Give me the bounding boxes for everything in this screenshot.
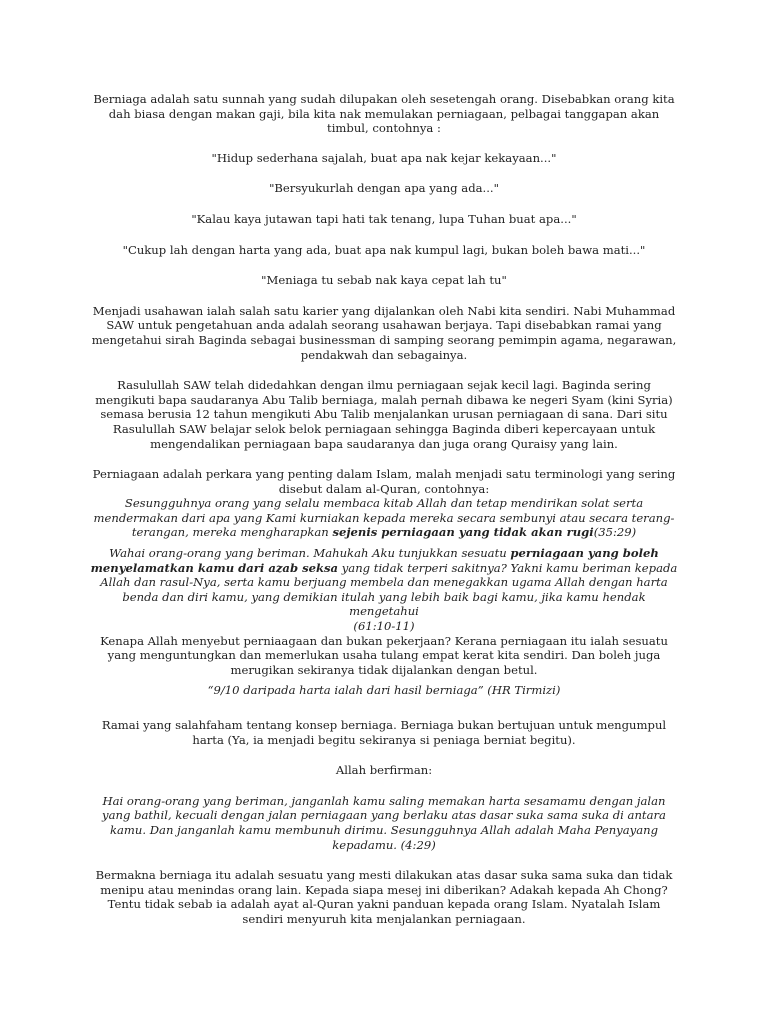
quote-3: "Kalau kaya jutawan tapi hati tak tenang, lupa Tuhan buat apa..." [191,211,577,226]
paragraph-kenapa: Kenapa Allah menyebut perniaagaan dan bukan pekerjaan? Kerana perniagaan itu ialah sesuatu yang menguntungkan dan memerlukan usaha tulang empat kerat kita sendiri. Dan boleh juga merugikan sekiranya tidak dijalankan dengan betul. [100,633,668,677]
verse-61-10-ref: (61:10-11) [353,619,415,634]
paragraph-rasulullah: Rasulullah SAW telah didedahkan dengan ilmu perniagaan sejak kecil lagi. Baginda sering mengikuti bapa saudaranya Abu Talib berniaga, malah pernah dibawa ke negeri Syam (kini Syria) semasa berusia 12 tahun mengikuti Abu Talib menjalankan urusan perniagaan di sana. Dari situ Rasulullah SAW belajar selok belok perniagaan sehingga Baginda diberi kepercayaan untuk mengendalikan perniagaan bapa saudaranya dan juga orang Quraisy yang lain. [95,378,673,451]
paragraph-terminologi: Perniagaan adalah perkara yang penting dalam Islam, malah menjadi satu terminologi yang sering disebut dalam al-Quran, contohnya: [92,467,676,496]
hadith [88,683,680,698]
paragraph-usahawan: Menjadi usahawan ialah salah satu karier yang dijalankan oleh Nabi kita sendiri. Nabi Muhammad SAW untuk pengetahuan anda adalah seorang usahawan berjaya. Tapi disebabkan ramai yang mengetahui sirah Baginda sebagai businessman di samping seorang pemimpin agama, negarawan, pendakwah dan sebagainya. [91,303,677,362]
verse-61-10 [88,546,680,634]
verse-61-10-bold: perniagaan yang boleh menyelamatkan kamu dari azab seksa [90,546,659,575]
verse-61-10-text-b: yang tidak terperi sakitnya? Yakni kamu beriman kepada Allah dan rasul-Nya, serta kamu berjuang membela dan menegakkan ugama Allah dengan harta benda dan diri kamu, yang demikian itulah yang lebih baik bagi kamu, jika kamu hendak mengetahui [100,560,678,619]
quote-1: "Hidup sederhana sajalah, buat apa nak kejar kekayaan..." [211,150,557,165]
verse-35-29-ref: (35:29) [593,525,637,540]
verse-35-29-text: Sesungguhnya orang yang selalu membaca kitab Allah dan tetap mendirikan solat serta mendermakan dari apa yang Kami kurniakan kepada mereka secara sembunyi atau secara terang-terangan, mereka mengharapkan [93,496,675,540]
verse-4-29: Hai orang-orang yang beriman, janganlah kamu saling memakan harta sesamamu dengan jalan yang bathil, kecuali dengan jalan perniagaan yang berlaku atas dasar suka sama suka di antara kamu. Dan janganlah kamu membunuh dirimu. Sesungguhnya Allah adalah Maha Penyayang kepadamu. (4:29) [102,793,666,852]
allah-berfirman: Allah berfirman: [335,763,433,778]
verse-35-29-bold: sejenis perniagaan yang tidak akan rugi [332,525,594,540]
quote-5: "Meniaga tu sebab nak kaya cepat lah tu" [261,273,507,288]
verse-61-10-text-a: Wahai orang-orang yang beriman. Mahukah Aku tunjukkan sesuatu [109,546,511,561]
quote-2: "Bersyukurlah dengan apa yang ada..." [269,181,499,196]
paragraph-bermakna: Bermakna berniaga itu adalah sesuatu yang mesti dilakukan atas dasar suka sama suka dan tidak menipu atau menindas orang lain. Kepada siapa mesej ini diberikan? Adakah kepada Ah Chong? Tentu tidak sebab ia adalah ayat al-Quran yakni panduan kepada orang Islam. Nyatalah Islam sendiri menyuruh kita menjalankan perniagaan. [95,868,673,926]
hadith-text: “9/10 daripada harta ialah dari hasil berniaga” [207,683,484,698]
intro-paragraph: Berniaga adalah satu sunnah yang sudah dilupakan oleh sesetengah orang. Disebabkan orang kita dah biasa dengan makan gaji, bila kita nak memulakan perniagaan, pelbagai tanggapan akan timbul, contohnya : [93,92,675,136]
hadith-ref: (HR Tirmizi) [483,683,561,698]
paragraph-salahfaham: Ramai yang salahfaham tentang konsep berniaga. Berniaga bukan bertujuan untuk mengumpul harta (Ya, ia menjadi begitu sekiranya si peniaga berniat begitu). [101,718,667,747]
document-body [88,92,680,927]
verse-35-29 [88,496,680,540]
quote-4: "Cukup lah dengan harta yang ada, buat apa nak kumpul lagi, bukan boleh bawa mati..." [122,242,646,257]
